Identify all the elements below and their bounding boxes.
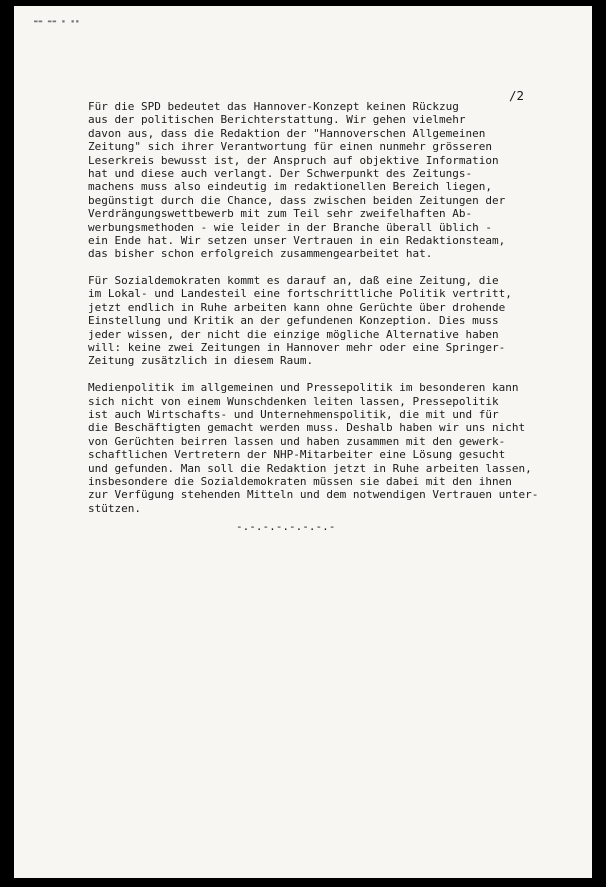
text-line: die Beschäftigten gemacht werden muss. Deshalb haben wir uns nicht [88,421,526,435]
text-line: das bisher schon erfolgreich zusammengearbeitet hat. [88,247,433,261]
text-line: Zeitung" sich ihrer Verantwortung für einen nunmehr grösseren [88,140,492,154]
text-line: zur Verfügung stehenden Mitteln und dem notwendigen Vertrauen unter- [88,488,539,502]
header-marks: ▬▬ ▬▬ ▪ ▪▪ [34,18,81,25]
text-line: Einstellung und Kritik an der gefundenen Konzeption. Dies muss [88,314,499,328]
text-line: Verdrängungswettbewerb mit zum Teil sehr zweifelhaften Ab- [88,207,473,221]
text-line: jeder wissen, der nicht die einzige mögliche Alternative haben [88,327,499,341]
text-line: schaftlichen Vertretern der NHP-Mitarbeiter eine Lösung gesucht [88,448,506,462]
text-line: von Gerüchten beirren lassen und haben zusammen mit den gewerk- [88,434,506,448]
text-line: insbesondere die Sozialdemokraten müssen sie dabei mit den ihnen [88,474,512,488]
text-line: im Lokal- und Landesteil eine fortschrittliche Politik vertritt, [88,287,512,301]
text-line: hat und diese auch verlangt. Der Schwerpunkt des Zeitungs- [88,166,473,180]
text-line: begünstigt durch die Chance, dass zwischen beiden Zeitungen der [88,193,506,207]
text-line: ein Ende hat. Wir setzen unser Vertrauen in ein Redaktionsteam, [88,233,506,247]
paragraph-3 [88,381,588,515]
text-line: aus der politischen Berichterstattung. Wir gehen vielmehr [88,113,466,127]
end-separator: -.-.-.-.-.-.-.- [236,520,336,533]
paragraph-2 [88,274,588,368]
text-line: davon aus, dass die Redaktion der "Hannoverschen Allgemeinen [88,126,486,140]
document-page [14,6,592,878]
page-number: /2 [509,88,525,103]
text-line: ist auch Wirtschafts- und Unternehmenspolitik, die mit und für [88,407,499,421]
text-line: machens muss also eindeutig im redaktionellen Bereich liegen, [88,180,492,194]
text-line: jetzt endlich in Ruhe arbeiten kann ohne Gerüchte über drohende [88,300,506,314]
text-line: werbungsmethoden - wie leider in der Branche überall üblich - [88,220,492,234]
text-line: Für Sozialdemokraten kommt es darauf an, daß eine Zeitung, die [88,274,499,288]
text-line: Medienpolitik im allgemeinen und Pressepolitik im besonderen kann [88,381,519,395]
text-line: will: keine zwei Zeitungen in Hannover mehr oder eine Springer- [88,341,506,355]
text-line: Für die SPD bedeutet das Hannover-Konzept keinen Rückzug [88,100,459,113]
text-line: und gefunden. Man soll die Redaktion jetzt in Ruhe arbeiten lassen, [88,461,532,475]
body-text [88,100,588,529]
text-line: stützen. [88,501,141,515]
text-line: Leserkreis bewusst ist, der Anspruch auf objektive Information [88,153,499,167]
text-line: sich nicht von einem Wunschdenken leiten lassen, Pressepolitik [88,394,499,408]
text-line: Zeitung zusätzlich in diesem Raum. [88,354,314,368]
paragraph-1 [88,100,588,261]
